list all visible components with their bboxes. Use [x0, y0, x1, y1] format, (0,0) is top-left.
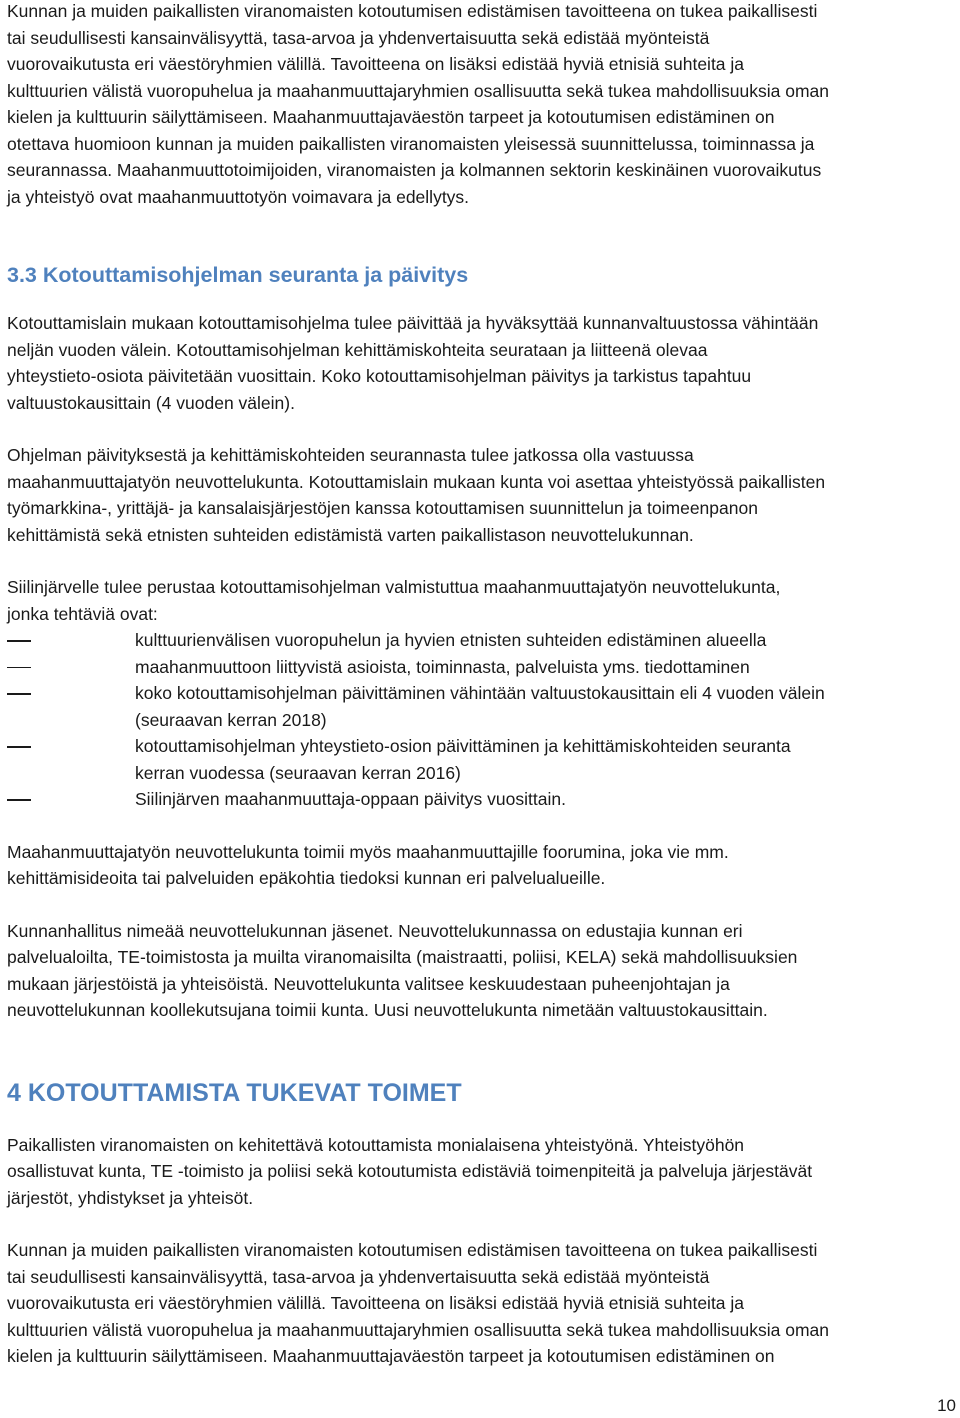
text-line: kehittämisideoita tai palveluiden epäkohtia tiedoksi kunnan eri palvelualueille.	[7, 868, 606, 888]
document-page	[7, 0, 957, 1370]
section-3-3-paragraph-4	[7, 839, 957, 892]
page-number: 10	[937, 1396, 956, 1415]
text-line: maahanmuuttajatyön neuvottelukunta. Kotouttamislain mukaan kunta voi asettaa yhteistyössä paikallisten	[7, 471, 826, 492]
text-line: valtuustokausittain (4 vuoden välein).	[7, 392, 295, 413]
section-3-3-paragraph-1	[7, 310, 957, 416]
list-item-text: kerran vuodessa (seuraavan kerran 2016)	[135, 762, 461, 783]
dash-bullet-icon	[7, 667, 31, 669]
list-item	[7, 786, 957, 813]
text-line: kulttuurien välistä vuoropuhelua ja maahanmuuttajaryhmien osallisuutta sekä tukea mahdollisuuksia oman	[7, 80, 829, 101]
list-item-text: koko kotouttamisohjelman päivittäminen vähintään valtuustokausittain eli 4 vuoden välein	[135, 683, 825, 703]
dash-bullet-icon	[7, 640, 31, 642]
list-item	[7, 680, 957, 733]
list-item	[7, 627, 957, 654]
text-line: kehittämistä sekä etnisten suhteiden edistämistä varten paikallistason neuvottelukunnan.	[7, 524, 694, 545]
text-line: Paikallisten viranomaisten on kehitettävä kotouttamista monialaisena yhteistyönä. Yhteistyöhön	[7, 1134, 745, 1155]
dash-bullet-icon	[7, 746, 31, 748]
text-line: Kotouttamislain mukaan kotouttamisohjelma tulee päivittää ja hyväksyttää kunnanvaltuustossa vähintään	[7, 313, 819, 333]
list-item-text: maahanmuuttoon liittyvistä asioista, toiminnasta, palveluista yms. tiedottaminen	[135, 656, 750, 677]
text-line: tai seudullisesti kansainvälisyyttä, tasa-arvoa ja yhdenvertaisuutta sekä edistää myönteistä	[7, 27, 710, 48]
text-line: kielen ja kulttuurin säilyttämiseen. Maahanmuuttajaväestön tarpeet ja kotoutumisen edistäminen on	[7, 1346, 775, 1366]
text-line: kulttuurien välistä vuoropuhelua ja maahanmuuttajaryhmien osallisuutta sekä tukea mahdollisuuksia oman	[7, 1319, 829, 1340]
text-line: mukaan järjestöistä ja yhteisöistä. Neuvottelukunta valitsee keskuudestaan puheenjohtajan ja	[7, 973, 730, 994]
list-item	[7, 733, 957, 786]
text-line: työmarkkina-, yrittäjä- ja kansalaisjärjestöjen kanssa kotouttamisen suunnittelun ja toimeenpanon	[7, 498, 758, 518]
list-item-text: kotouttamisohjelman yhteystieto-osion päivittäminen ja kehittämiskohteiden seuranta	[135, 736, 791, 756]
section-4-paragraph-1	[7, 1132, 957, 1212]
text-line: Kunnanhallitus nimeää neuvottelukunnan jäsenet. Neuvottelukunnassa on edustajia kunnan eri	[7, 920, 743, 941]
text-line: tai seudullisesti kansainvälisyyttä, tasa-arvoa ja yhdenvertaisuutta sekä edistää myönteistä	[7, 1266, 710, 1287]
text-line: Siilinjärvelle tulee perustaa kotouttamisohjelman valmistuttua maahanmuuttajatyön neuvottelukunta,	[7, 577, 781, 597]
intro-paragraph	[7, 0, 957, 210]
text-line: yhteystieto-osiota päivitetään vuosittain. Koko kotouttamisohjelman päivitys ja tarkistus tapahtuu	[7, 366, 752, 386]
dash-bullet-icon	[7, 693, 31, 695]
text-line: osallistuvat kunta, TE -toimisto ja poliisi sekä kotoutumista edistäviä toimenpiteitä ja palveluja järjestävät	[7, 1161, 813, 1181]
text-line: vuorovaikutusta eri väestöryhmien välillä. Tavoitteena on lisäksi edistää hyviä etnisiä suhteita ja	[7, 54, 745, 74]
neuvottelukunta-task-list	[7, 627, 957, 813]
text-line: palvelualoilta, TE-toimistosta ja muilta viranomaisilta (maistraatti, poliisi, KELA) sekä mahdollisuuksien	[7, 947, 798, 967]
section-heading-4: 4 KOTOUTTAMISTA TUKEVAT TOIMET	[7, 1078, 462, 1107]
list-item-text: Siilinjärven maahanmuuttaja-oppaan päivitys vuosittain.	[135, 789, 566, 809]
text-line: neuvottelukunnan koollekutsujana toimii kunta. Uusi neuvottelukunta nimetään valtuustokausittain.	[7, 1000, 768, 1020]
text-line: ja yhteistyö ovat maahanmuuttotyön voimavara ja edellytys.	[7, 186, 470, 207]
section-4-paragraph-2	[7, 1237, 957, 1370]
section-heading-3-3: 3.3 Kotouttamisohjelman seuranta ja päivitys	[7, 263, 469, 287]
text-line: Kunnan ja muiden paikallisten viranomaisten kotoutumisen edistämisen tavoitteena on tukea paikallisesti	[7, 1, 818, 21]
list-item-text: kulttuurienvälisen vuoropuhelun ja hyvien etnisten suhteiden edistäminen alueella	[135, 630, 767, 650]
section-3-3-paragraph-3	[7, 574, 957, 627]
text-line: Kunnan ja muiden paikallisten viranomaisten kotoutumisen edistämisen tavoitteena on tukea paikallisesti	[7, 1240, 818, 1260]
text-line: Maahanmuuttajatyön neuvottelukunta toimii myös maahanmuuttajille foorumina, joka vie mm.	[7, 841, 729, 862]
section-3-3-paragraph-2	[7, 442, 957, 548]
text-line: neljän vuoden välein. Kotouttamisohjelman kehittämiskohteita seurataan ja liitteenä olevaa	[7, 339, 708, 360]
text-line: Ohjelman päivityksestä ja kehittämiskohteiden seurannasta tulee jatkossa olla vastuussa	[7, 445, 694, 465]
list-item-text: (seuraavan kerran 2018)	[135, 709, 327, 730]
text-line: seurannassa. Maahanmuuttotoimijoiden, viranomaisten ja kolmannen sektorin keskinäinen vuorovaikutus	[7, 160, 822, 180]
text-line: järjestöt, yhdistykset ja yhteisöt.	[7, 1187, 254, 1208]
dash-bullet-icon	[7, 799, 31, 801]
text-line: vuorovaikutusta eri väestöryhmien välillä. Tavoitteena on lisäksi edistää hyviä etnisiä suhteita ja	[7, 1293, 745, 1313]
section-3-3-paragraph-5	[7, 918, 957, 1024]
text-line: kielen ja kulttuurin säilyttämiseen. Maahanmuuttajaväestön tarpeet ja kotoutumisen edistäminen on	[7, 107, 775, 127]
text-line: jonka tehtäviä ovat:	[7, 603, 158, 624]
list-item	[7, 654, 957, 681]
text-line: otettava huomioon kunnan ja muiden paikallisten viranomaisten yleisessä suunnittelussa, toiminnassa ja	[7, 133, 815, 154]
